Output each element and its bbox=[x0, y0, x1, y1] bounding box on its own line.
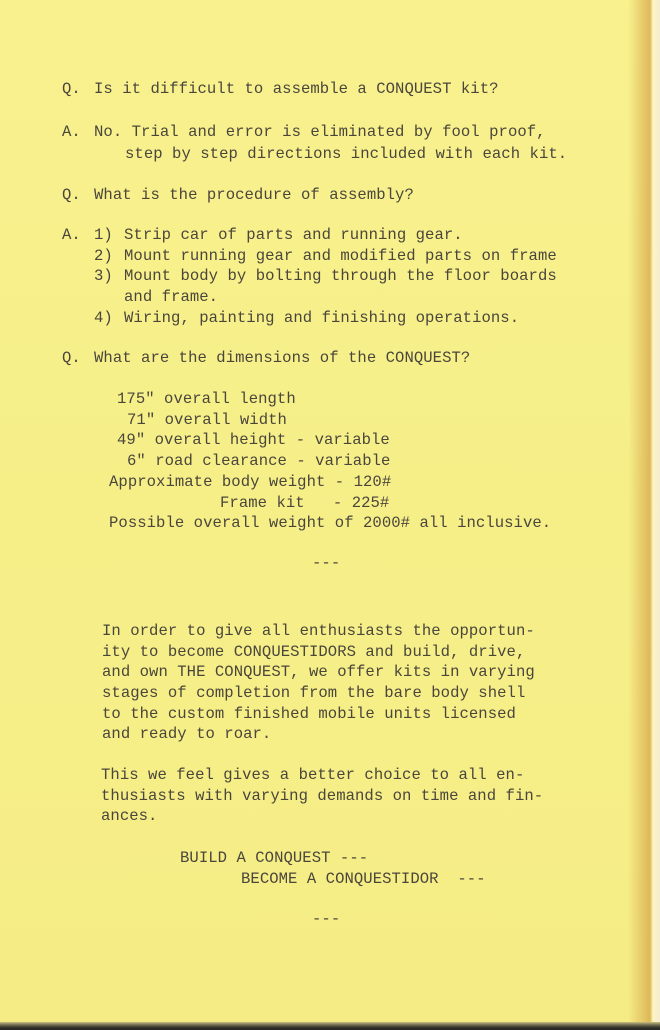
question-3: What are the dimensions of the CONQUEST? bbox=[94, 349, 471, 367]
separator: --- bbox=[312, 910, 341, 928]
dimension-frame-kit: Frame kit - 225# bbox=[220, 494, 390, 512]
step-2-text: Mount running gear and modified parts on frame bbox=[124, 247, 557, 265]
paragraph-1-line-4: stages of completion from the bare body shell bbox=[102, 684, 526, 702]
paragraph-1-line-3: and own THE CONQUEST, we offer kits in varying bbox=[102, 663, 535, 681]
dimension-width: 71" overall width bbox=[127, 411, 287, 429]
step-number: 4) bbox=[94, 309, 113, 327]
paragraph-1-line-1: In order to give all enthusiasts the opportun- bbox=[102, 622, 535, 640]
step-3-text-line-2: and frame. bbox=[124, 288, 219, 306]
paragraph-2-line-3: ances. bbox=[101, 807, 158, 825]
dimension-height: 49" overall height - variable bbox=[117, 431, 390, 449]
dimension-overall-weight: Possible overall weight of 2000# all inclusive. bbox=[109, 514, 552, 532]
answer-1-line-1: No. Trial and error is eliminated by fool proof, bbox=[94, 123, 546, 141]
page-bottom-edge bbox=[0, 1022, 660, 1030]
separator: --- bbox=[312, 554, 341, 572]
question-prefix: Q. bbox=[62, 80, 81, 98]
question-1: Is it difficult to assemble a CONQUEST kit? bbox=[94, 80, 499, 98]
slogan-line-2: BECOME A CONQUESTIDOR --- bbox=[241, 870, 486, 888]
answer-prefix: A. bbox=[62, 123, 81, 141]
step-3-text-line-1: Mount body by bolting through the floor boards bbox=[124, 267, 557, 285]
question-prefix: Q. bbox=[62, 349, 81, 367]
dimension-body-weight: Approximate body weight - 120# bbox=[109, 473, 392, 491]
answer-1-line-2: step by step directions included with each kit. bbox=[125, 145, 568, 163]
paragraph-2-line-1: This we feel gives a better choice to all en- bbox=[101, 766, 525, 784]
step-number: 3) bbox=[94, 267, 113, 285]
step-number: 2) bbox=[94, 247, 113, 265]
slogan-line-1: BUILD A CONQUEST --- bbox=[180, 849, 369, 867]
paragraph-1-line-5: to the custom finished mobile units licensed bbox=[102, 705, 516, 723]
step-4-text: Wiring, painting and finishing operations. bbox=[124, 309, 520, 327]
dimension-length: 175" overall length bbox=[117, 390, 296, 408]
step-number: 1) bbox=[94, 226, 113, 244]
paragraph-1-line-6: and ready to roar. bbox=[102, 725, 272, 743]
question-2: What is the procedure of assembly? bbox=[94, 186, 414, 204]
paragraph-2-line-2: thusiasts with varying demands on time and fin- bbox=[101, 787, 544, 805]
step-1-text: Strip car of parts and running gear. bbox=[124, 226, 463, 244]
answer-prefix: A. bbox=[62, 226, 81, 244]
paragraph-1-line-2: ity to become CONQUESTIDORS and build, drive, bbox=[102, 643, 526, 661]
question-prefix: Q. bbox=[62, 186, 81, 204]
dimension-clearance: 6" road clearance - variable bbox=[127, 452, 391, 470]
